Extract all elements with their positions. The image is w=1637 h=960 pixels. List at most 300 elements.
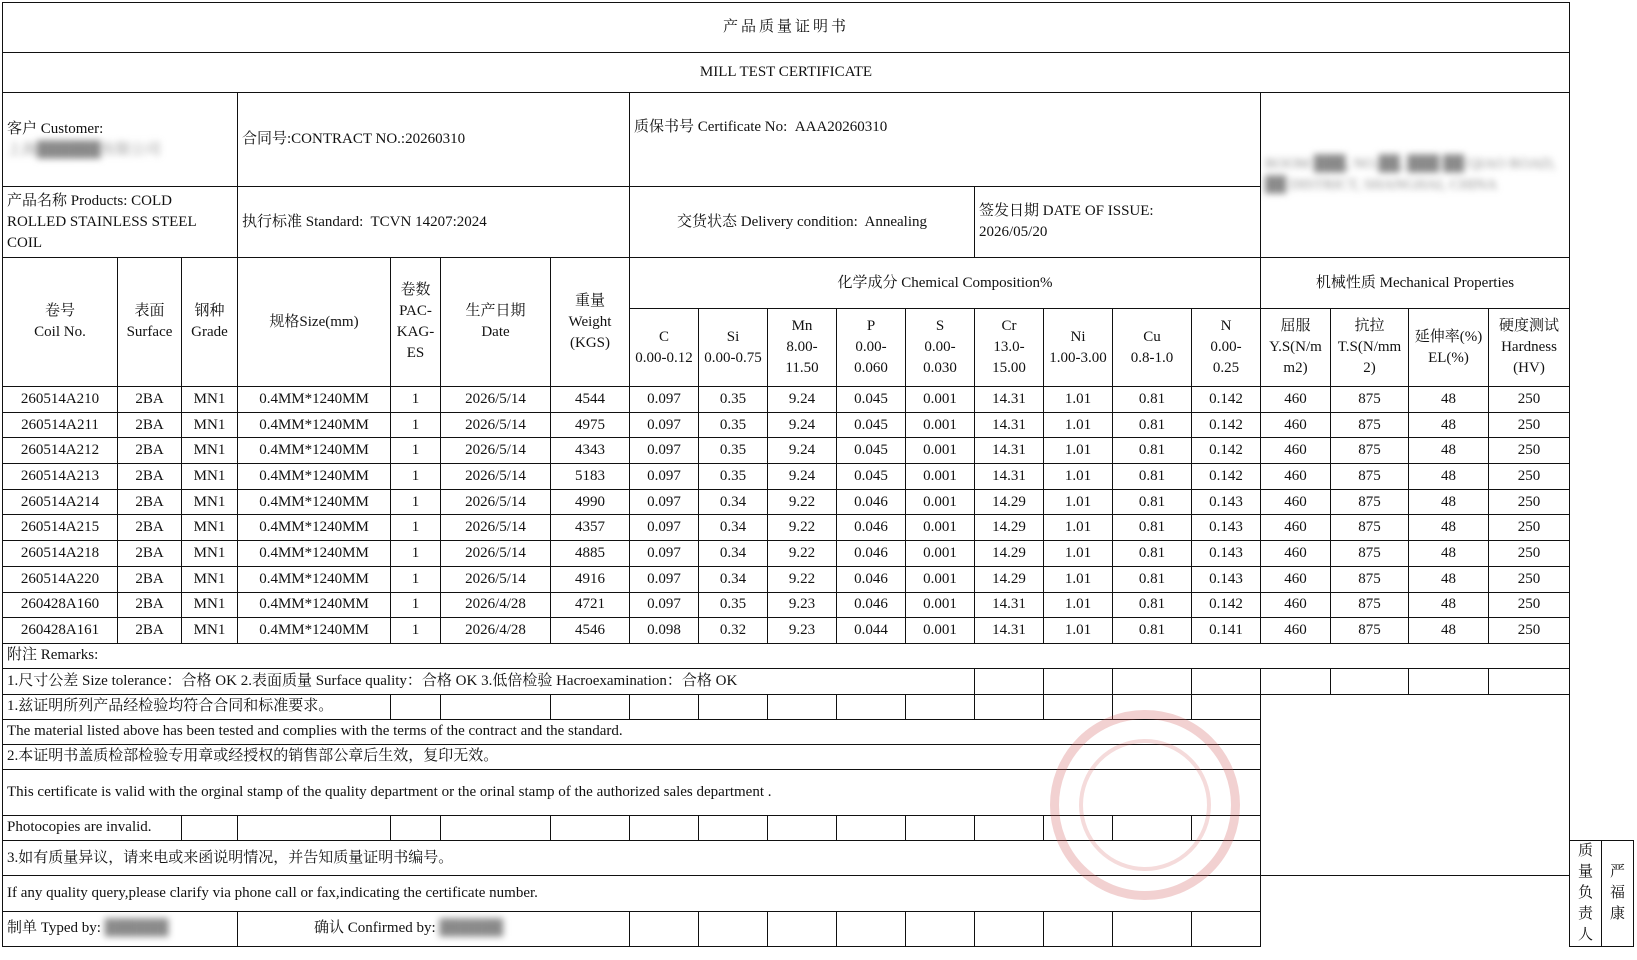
standard-cell [238, 187, 630, 258]
table-cell: 250 [1489, 592, 1570, 618]
table-cell: 2BA [118, 489, 182, 515]
table-cell: 0.4MM*1240MM [238, 541, 391, 567]
header-text-line: Mn [791, 318, 813, 334]
customer-value: 上海██████有限公司 [7, 141, 161, 158]
header-text-line: T.S(N/mm [1337, 339, 1402, 355]
table-cell: 0.81 [1113, 541, 1192, 567]
table-cell: 0.045 [837, 438, 906, 464]
remarks-right-area [1261, 694, 1570, 875]
surface-header [118, 258, 182, 387]
table-cell: 875 [1331, 566, 1409, 592]
table-row [3, 592, 1634, 618]
table-cell: 460 [1261, 464, 1331, 490]
header-text-line: 0.8-1.0 [1130, 349, 1174, 366]
table-cell: 0.143 [1192, 541, 1261, 567]
delivery-cell [630, 187, 975, 258]
header-text-line: S [935, 318, 945, 334]
remark-cn-1: 1.兹证明所列产品经检验均符合合同和标准要求。 [3, 694, 391, 719]
table-cell: 0.81 [1113, 464, 1192, 490]
table-cell: 0.4MM*1240MM [238, 489, 391, 515]
table-cell: 460 [1261, 438, 1331, 464]
empty-cell [699, 815, 768, 840]
table-cell: 14.29 [975, 566, 1044, 592]
table-cell: 1.01 [1044, 618, 1113, 644]
table-cell: 875 [1331, 541, 1409, 567]
table-cell: 0.81 [1113, 566, 1192, 592]
empty-cell [551, 694, 630, 719]
table-cell: 9.23 [768, 592, 837, 618]
table-cell: 0.34 [699, 515, 768, 541]
table-cell: 250 [1489, 566, 1570, 592]
empty-cell [768, 815, 837, 840]
header-text-line: 抗拉 [1354, 318, 1385, 334]
certificate-label: 质保书号 Certificate No: [634, 119, 788, 135]
header-text-line: 0.25 [1212, 360, 1240, 376]
table-cell: 260514A215 [3, 515, 118, 541]
empty-cell [699, 911, 768, 946]
header-text-line: N [1220, 318, 1232, 334]
table-cell: 4885 [551, 541, 630, 567]
header-text-line: 屈服 [1280, 318, 1311, 334]
table-cell: 14.31 [975, 387, 1044, 413]
table-row [3, 412, 1634, 438]
document-subtitle: MILL TEST CERTIFICATE [3, 53, 1570, 93]
table-cell: 9.24 [768, 438, 837, 464]
table-cell: 1 [391, 412, 441, 438]
table-cell: MN1 [182, 489, 238, 515]
table-row [3, 464, 1634, 490]
table-cell: 2026/5/14 [441, 412, 551, 438]
table-cell: 0.4MM*1240MM [238, 592, 391, 618]
table-cell: 875 [1331, 489, 1409, 515]
table-cell: 2026/5/14 [441, 515, 551, 541]
element-header [837, 309, 906, 387]
table-cell: 0.045 [837, 387, 906, 413]
remark-cn-3: 3.如有质量异议，请来电或来函说明情况，并告知质量证明书编号。 [3, 840, 1261, 875]
header-text-line: 卷数 [400, 282, 431, 298]
table-cell: 0.4MM*1240MM [238, 387, 391, 413]
quality-manager-name: 严福康 [1601, 840, 1633, 946]
header-text-line: Coil No. [34, 324, 86, 340]
empty-cell [391, 694, 441, 719]
header-text-line: Ni [1070, 328, 1086, 345]
header-text-line: Date [481, 324, 510, 340]
table-cell: 0.35 [699, 387, 768, 413]
header-text-line: (KGS) [570, 334, 610, 351]
table-cell: 5183 [551, 464, 630, 490]
table-cell: 875 [1331, 412, 1409, 438]
table-cell: 4990 [551, 489, 630, 515]
table-row [3, 566, 1634, 592]
table-cell: 14.29 [975, 489, 1044, 515]
table-cell: MN1 [182, 438, 238, 464]
header-text-line: 1.00-3.00 [1049, 349, 1107, 366]
header-text-line: 0.060 [854, 360, 888, 376]
table-cell: 48 [1409, 412, 1489, 438]
element-header [975, 309, 1044, 387]
table-cell: 1 [391, 438, 441, 464]
empty-cell [630, 694, 699, 719]
header-text-line: 13.0- [993, 339, 1025, 355]
element-header [1192, 309, 1261, 387]
table-cell: 260514A220 [3, 566, 118, 592]
table-cell: 0.141 [1192, 618, 1261, 644]
empty-cell [1113, 668, 1192, 694]
table-cell: 48 [1409, 489, 1489, 515]
table-cell: 4721 [551, 592, 630, 618]
empty-cell [1489, 668, 1570, 694]
empty-cell [768, 694, 837, 719]
table-cell: 0.001 [906, 618, 975, 644]
empty-cell [699, 694, 768, 719]
header-text-line: 生产日期 [465, 303, 526, 319]
table-cell: 0.4MM*1240MM [238, 566, 391, 592]
empty-cell [1409, 668, 1489, 694]
table-cell: 9.24 [768, 387, 837, 413]
table-cell: 260514A212 [3, 438, 118, 464]
table-cell: 0.097 [630, 515, 699, 541]
empty-cell [1192, 815, 1261, 840]
header-text-line: ES [406, 345, 425, 361]
empty-cell [441, 815, 551, 840]
empty-cell [975, 694, 1044, 719]
header-text-line: Si [726, 328, 740, 345]
table-cell: 9.22 [768, 489, 837, 515]
table-cell: 4357 [551, 515, 630, 541]
table-cell: 0.097 [630, 566, 699, 592]
element-header [906, 309, 975, 387]
coil-no-header [3, 258, 118, 387]
size-header: 规格Size(mm) [238, 258, 391, 387]
certificate-table [2, 2, 1634, 947]
table-cell: 260428A160 [3, 592, 118, 618]
empty-cell [1113, 694, 1192, 719]
table-cell: 0.4MM*1240MM [238, 438, 391, 464]
table-cell: 1.01 [1044, 515, 1113, 541]
table-cell: 0.097 [630, 464, 699, 490]
table-cell: 14.29 [975, 515, 1044, 541]
table-cell: 250 [1489, 489, 1570, 515]
table-cell: 2026/4/28 [441, 592, 551, 618]
table-row [3, 489, 1634, 515]
table-cell: 0.142 [1192, 387, 1261, 413]
table-cell: 0.001 [906, 592, 975, 618]
header-text-line: C [658, 328, 669, 345]
table-cell: 0.001 [906, 412, 975, 438]
delivery-value: Annealing [864, 213, 927, 230]
delivery-label: 交货状态 Delivery condition: [677, 213, 858, 230]
packages-header [391, 258, 441, 387]
table-cell: 0.142 [1192, 464, 1261, 490]
table-cell: 0.142 [1192, 412, 1261, 438]
table-cell: 875 [1331, 387, 1409, 413]
table-cell: 0.097 [630, 489, 699, 515]
certificate-no-cell [630, 93, 1261, 187]
mechanical-properties-header: 机械性质 Mechanical Properties [1261, 258, 1570, 309]
header-text-line: 15.00 [992, 360, 1026, 376]
empty-cell [182, 815, 238, 840]
header-text-line: 0.00- [924, 339, 956, 355]
issue-date-value: 2026/05/20 [979, 224, 1048, 240]
header-text-line: 0.00-0.75 [704, 349, 762, 366]
table-cell: 0.045 [837, 464, 906, 490]
table-cell: 875 [1331, 618, 1409, 644]
table-cell: 0.81 [1113, 515, 1192, 541]
table-cell: 0.4MM*1240MM [238, 412, 391, 438]
table-cell: 0.35 [699, 464, 768, 490]
remark-cn-2: 2.本证明书盖质检部检验专用章或经授权的销售部公章后生效，复印无效。 [3, 744, 1261, 769]
table-cell: 260514A214 [3, 489, 118, 515]
table-cell: 1 [391, 618, 441, 644]
header-text-line: 11.50 [785, 360, 819, 376]
empty-cell [1192, 911, 1261, 946]
empty-cell [1044, 694, 1113, 719]
table-cell: 0.81 [1113, 412, 1192, 438]
table-cell: 2BA [118, 464, 182, 490]
header-text-line: m2) [1283, 360, 1308, 376]
empty-cell [1044, 815, 1113, 840]
empty-cell [837, 815, 906, 840]
table-cell: 2026/5/14 [441, 489, 551, 515]
contract-no: 合同号:CONTRACT NO.:20260310 [238, 93, 630, 187]
header-text-line: 重量 [574, 292, 605, 309]
table-cell: 875 [1331, 515, 1409, 541]
table-cell: 2BA [118, 566, 182, 592]
table-cell: 250 [1489, 412, 1570, 438]
table-row [3, 438, 1634, 464]
table-cell: 2026/5/14 [441, 541, 551, 567]
header-text-line: 钢种 [194, 303, 225, 319]
table-cell: 0.001 [906, 515, 975, 541]
table-cell: 0.097 [630, 387, 699, 413]
table-cell: 260514A218 [3, 541, 118, 567]
empty-cell [1044, 911, 1113, 946]
typed-by-value: ██████ [104, 920, 169, 937]
table-cell: 0.097 [630, 438, 699, 464]
header-text-line: PAC- [399, 303, 432, 319]
table-cell: 2026/5/14 [441, 566, 551, 592]
table-cell: 1 [391, 387, 441, 413]
table-cell: 460 [1261, 515, 1331, 541]
table-cell: 4343 [551, 438, 630, 464]
empty-cell [630, 911, 699, 946]
table-cell: 48 [1409, 541, 1489, 567]
header-text-line: 2) [1363, 360, 1376, 376]
empty-cell [1113, 815, 1192, 840]
address-value: ROOM ███, NO.██, ███ ██ QIAO ROAD, ██ DISTRICT, SHANGHAI, CHINA [1265, 156, 1556, 193]
date-header [441, 258, 551, 387]
table-cell: 2026/5/14 [441, 438, 551, 464]
element-header [699, 309, 768, 387]
table-cell: 4916 [551, 566, 630, 592]
empty-cell [1331, 668, 1409, 694]
table-cell: 1.01 [1044, 387, 1113, 413]
table-cell: 260514A213 [3, 464, 118, 490]
empty-cell [551, 815, 630, 840]
table-cell: 0.4MM*1240MM [238, 618, 391, 644]
empty-cell [1192, 668, 1261, 694]
empty-cell [1261, 668, 1331, 694]
table-cell: 2BA [118, 387, 182, 413]
table-cell: 1 [391, 489, 441, 515]
header-text-line: Cr [1001, 318, 1017, 334]
table-cell: 0.046 [837, 566, 906, 592]
table-cell: 2BA [118, 541, 182, 567]
table-cell: 250 [1489, 438, 1570, 464]
issue-date-cell [975, 187, 1261, 258]
empty-cell [1192, 694, 1261, 719]
empty-cell [441, 694, 551, 719]
table-cell: 0.81 [1113, 489, 1192, 515]
table-cell: 14.29 [975, 541, 1044, 567]
table-cell: 250 [1489, 387, 1570, 413]
table-cell: 1 [391, 464, 441, 490]
table-cell: 0.81 [1113, 618, 1192, 644]
header-text-line: KAG- [396, 324, 435, 340]
table-cell: 0.046 [837, 541, 906, 567]
table-cell: 0.046 [837, 592, 906, 618]
table-cell: 48 [1409, 464, 1489, 490]
table-cell: 0.001 [906, 387, 975, 413]
address-cell [1261, 93, 1570, 258]
table-cell: 0.32 [699, 618, 768, 644]
table-cell: 48 [1409, 618, 1489, 644]
table-cell: 0.35 [699, 438, 768, 464]
grade-header [182, 258, 238, 387]
table-cell: 0.044 [837, 618, 906, 644]
table-cell: 250 [1489, 618, 1570, 644]
element-header [630, 309, 699, 387]
header-text-line: Hardness [1501, 339, 1557, 355]
table-cell: 0.001 [906, 438, 975, 464]
table-cell: 48 [1409, 566, 1489, 592]
header-text-line: 表面 [134, 303, 165, 319]
table-cell: 0.35 [699, 592, 768, 618]
table-cell: 0.001 [906, 541, 975, 567]
empty-cell [837, 694, 906, 719]
table-cell: 460 [1261, 489, 1331, 515]
table-cell: 1 [391, 592, 441, 618]
remarks-line-1: 1.尺寸公差 Size tolerance：合格 OK 2.表面质量 Surface quality：合格 OK 3.低倍检验 Hacroexamination：合格 OK [3, 668, 975, 694]
empty-cell [391, 815, 441, 840]
table-cell: 48 [1409, 515, 1489, 541]
element-header [1113, 309, 1192, 387]
table-cell: 250 [1489, 464, 1570, 490]
mechanical-subheader [1489, 309, 1570, 387]
table-cell: 2026/5/14 [441, 387, 551, 413]
products-value: COLD ROLLED STAINLESS STEEL COIL [7, 192, 197, 251]
empty-cell [906, 911, 975, 946]
mechanical-subheader [1261, 309, 1331, 387]
table-cell: 460 [1261, 566, 1331, 592]
issue-date-label: 签发日期 DATE OF ISSUE: [979, 203, 1154, 219]
table-cell: 1.01 [1044, 438, 1113, 464]
table-cell: 0.34 [699, 566, 768, 592]
table-row [3, 515, 1634, 541]
header-text-line: 硬度测试 [1499, 318, 1560, 334]
customer-label: 客户 Customer: [7, 120, 104, 137]
table-cell: 0.046 [837, 489, 906, 515]
empty-cell [768, 911, 837, 946]
table-cell: 875 [1331, 464, 1409, 490]
table-cell: MN1 [182, 618, 238, 644]
empty-cell [975, 668, 1044, 694]
remarks-title: 附注 Remarks: [3, 643, 1570, 668]
header-text-line: 8.00- [786, 339, 818, 355]
table-cell: 0.001 [906, 566, 975, 592]
empty-cell [975, 911, 1044, 946]
confirmed-by-value: ██████ [439, 920, 504, 937]
header-text-line: 0.00- [855, 339, 887, 355]
table-cell: 0.097 [630, 541, 699, 567]
mechanical-subheader [1409, 309, 1489, 387]
table-row [3, 541, 1634, 567]
mechanical-subheader [1331, 309, 1409, 387]
table-cell: MN1 [182, 515, 238, 541]
table-cell: 0.001 [906, 489, 975, 515]
table-cell: 14.31 [975, 464, 1044, 490]
table-cell: 460 [1261, 412, 1331, 438]
table-cell: 48 [1409, 592, 1489, 618]
table-cell: 0.001 [906, 464, 975, 490]
table-cell: 1 [391, 566, 441, 592]
header-text-line: EL(%) [1428, 349, 1469, 366]
table-cell: 1.01 [1044, 412, 1113, 438]
empty-cell [906, 694, 975, 719]
table-cell: 250 [1489, 515, 1570, 541]
table-cell: 0.35 [699, 412, 768, 438]
table-cell: 1.01 [1044, 464, 1113, 490]
customer-cell [3, 93, 238, 187]
empty-cell [238, 815, 391, 840]
table-cell: 2026/4/28 [441, 618, 551, 644]
table-cell: 0.4MM*1240MM [238, 515, 391, 541]
standard-value: TCVN 14207:2024 [370, 213, 487, 230]
table-cell: MN1 [182, 412, 238, 438]
header-text-line: Weight [568, 313, 612, 330]
table-cell: 9.22 [768, 566, 837, 592]
table-cell: 48 [1409, 387, 1489, 413]
table-cell: 250 [1489, 541, 1570, 567]
table-cell: 9.22 [768, 515, 837, 541]
table-cell: 2026/5/14 [441, 464, 551, 490]
table-cell: 460 [1261, 592, 1331, 618]
header-text-line: Cu [1143, 328, 1161, 345]
products-label: 产品名称 Products: [7, 192, 128, 209]
element-header [768, 309, 837, 387]
table-cell: 14.31 [975, 618, 1044, 644]
table-cell: 0.81 [1113, 592, 1192, 618]
table-cell: 0.097 [630, 592, 699, 618]
table-cell: 0.142 [1192, 438, 1261, 464]
table-cell: MN1 [182, 592, 238, 618]
table-cell: MN1 [182, 464, 238, 490]
header-text-line: 延伸率(%) [1414, 328, 1483, 345]
table-cell: 0.143 [1192, 566, 1261, 592]
element-header [1044, 309, 1113, 387]
table-cell: 0.142 [1192, 592, 1261, 618]
table-cell: MN1 [182, 566, 238, 592]
table-cell: 0.143 [1192, 515, 1261, 541]
empty-cell [837, 911, 906, 946]
confirmed-by-cell [238, 911, 630, 946]
table-cell: 2BA [118, 515, 182, 541]
table-cell: 460 [1261, 618, 1331, 644]
table-cell: 2BA [118, 618, 182, 644]
table-cell: 14.31 [975, 438, 1044, 464]
table-cell: 0.098 [630, 618, 699, 644]
typed-by-cell [3, 911, 238, 946]
